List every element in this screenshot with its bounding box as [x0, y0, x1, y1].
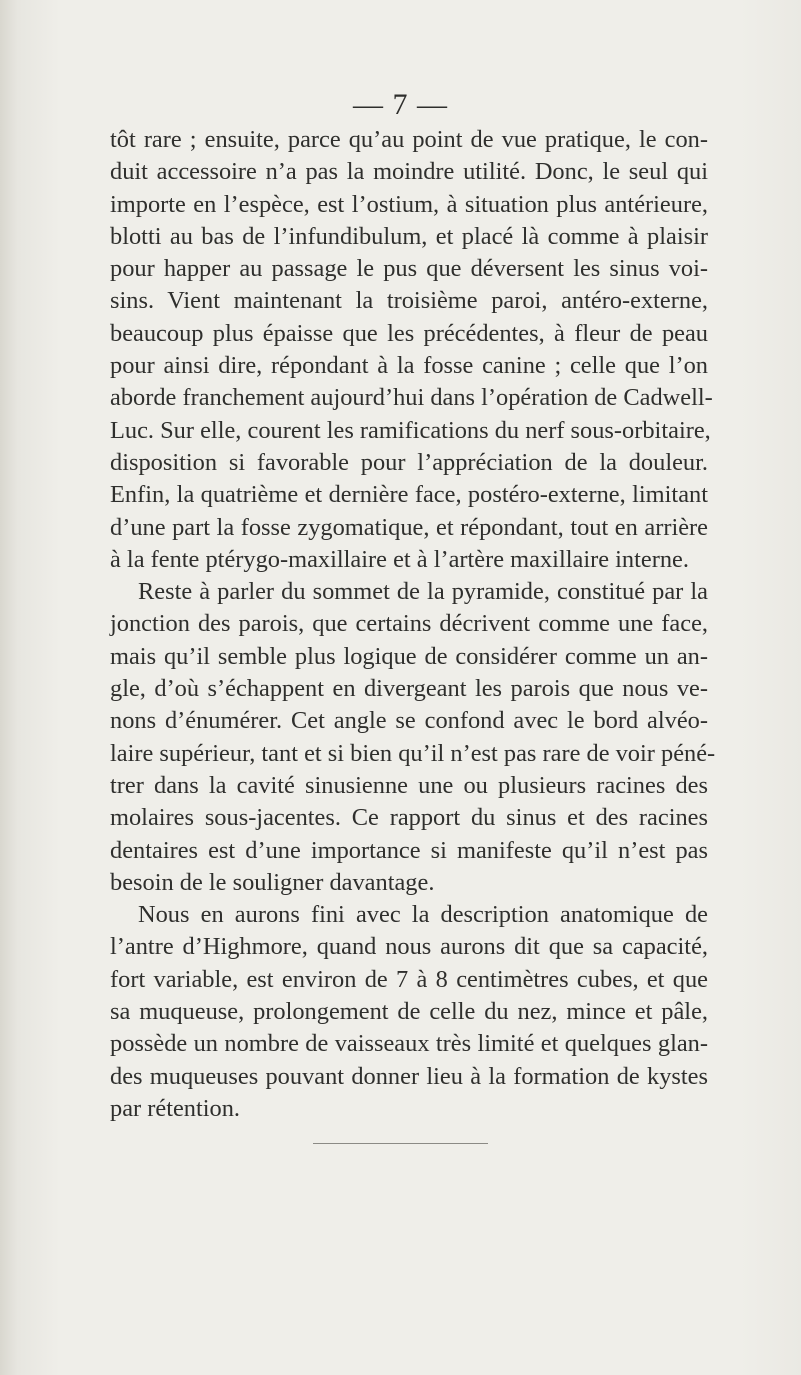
text-line: blotti au bas de l’infundibulum, et placé là comme à plaisir — [110, 222, 708, 250]
text-line: gle, d’où s’échappent en divergeant les parois que nous ve- — [110, 675, 708, 703]
text-line: aborde franchement aujourd’hui dans l’opération de Cadwell- — [110, 384, 713, 412]
text-line: trer dans la cavité sinusienne une ou plusieurs racines des — [110, 771, 708, 799]
text-line: nons d’énumérer. Cet angle se confond avec le bord alvéo- — [110, 707, 708, 735]
text-line: laire supérieur, tant et si bien qu’il n’est pas rare de voir péné- — [110, 739, 716, 767]
text-line: Enfin, la quatrième et dernière face, postéro-externe, limitant — [110, 481, 708, 509]
text-line: pour happer au passage le pus que déversent les sinus voi- — [110, 255, 708, 283]
text-line: possède un nombre de vaisseaux très limité et quelques glan- — [110, 1030, 708, 1058]
end-rule — [313, 1143, 488, 1144]
text-line: importe en l’espèce, est l’ostium, à situation plus antérieure, — [110, 190, 708, 218]
text-line: tôt rare ; ensuite, parce qu’au point de vue pratique, le con- — [110, 126, 708, 153]
text-line: des muqueuses pouvant donner lieu à la formation de kystes — [110, 1062, 708, 1090]
text-line: molaires sous-jacentes. Ce rapport du sinus et des racines — [110, 804, 708, 832]
text-line: fort variable, est environ de 7 à 8 centimètres cubes, et que — [110, 965, 708, 993]
text-line: disposition si favorable pour l’appréciation de la douleur. — [110, 448, 708, 476]
text-line: d’une part la fosse zygomatique, et répondant, tout en arrière — [110, 513, 708, 541]
text-line: Reste à parler du sommet de la pyramide, constitué par la — [138, 578, 708, 606]
text-line: sins. Vient maintenant la troisième paroi, antéro-externe, — [110, 287, 708, 315]
text-line: mais qu’il semble plus logique de considérer comme un an- — [110, 642, 708, 670]
text-line: par rétention. — [110, 1094, 241, 1122]
text-line: l’antre d’Highmore, quand nous aurons dit que sa capacité, — [110, 933, 708, 961]
text-line: Nous en aurons fini avec la description anatomique de — [138, 901, 708, 929]
text-line: jonction des parois, que certains décrivent comme une face, — [110, 610, 708, 638]
text-line: pour ainsi dire, répondant à la fosse canine ; celle que l’on — [110, 352, 708, 380]
text-line: duit accessoire n’a pas la moindre utilité. Donc, le seul qui — [110, 158, 708, 186]
text-line: Luc. Sur elle, courent les ramifications du nerf sous-orbitaire, — [110, 416, 711, 444]
text-line: beaucoup plus épaisse que les précédentes, à fleur de peau — [110, 319, 708, 347]
page-number: — 7 — — [353, 88, 448, 121]
text-line: à la fente ptérygo-maxillaire et à l’artère maxillaire interne. — [110, 545, 689, 573]
text-line: besoin de le souligner davantage. — [110, 868, 435, 896]
body-text — [110, 124, 716, 1125]
text-line: sa muqueuse, prolongement de celle du nez, mince et pâle, — [110, 998, 708, 1026]
text-line: dentaires est d’une importance si manifeste qu’il n’est pas — [110, 836, 708, 864]
